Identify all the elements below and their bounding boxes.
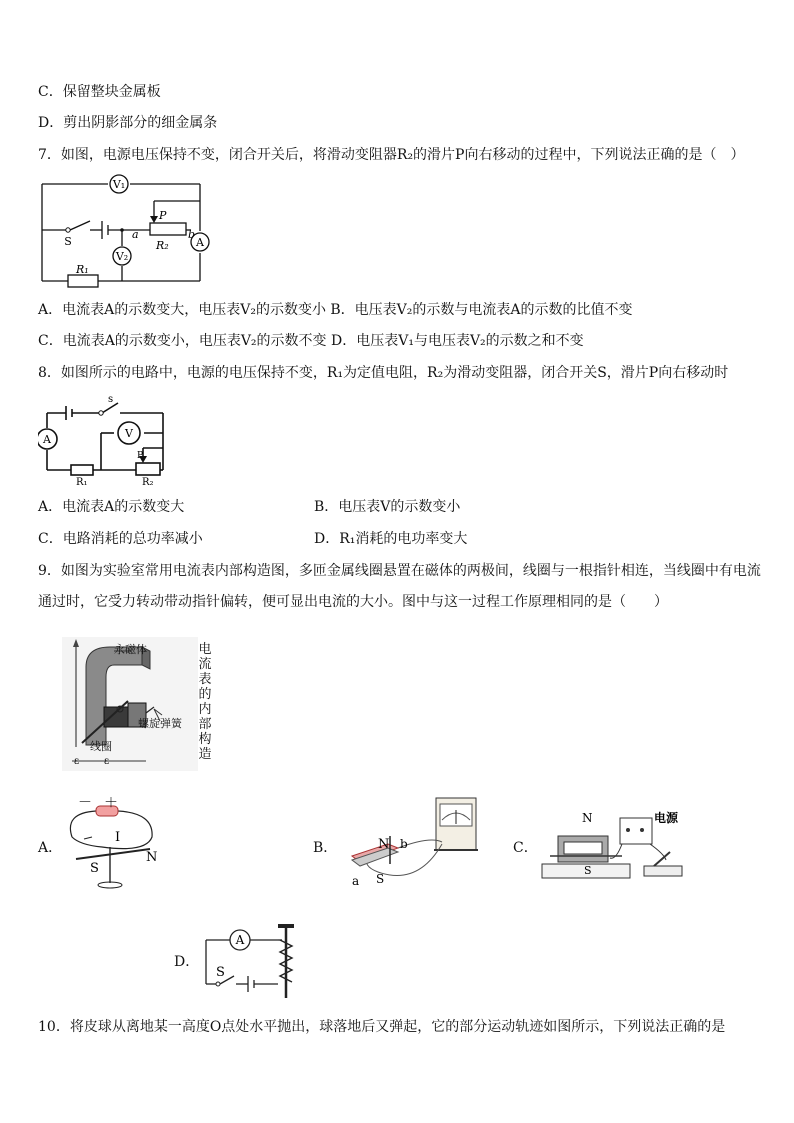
question-8-stem: 8．如图所示的电路中，电源的电压保持不变，R₁为定值电阻，R₂为滑动变阻器，闭合开关S，滑片P向右移动时 bbox=[38, 365, 729, 381]
south-label: S bbox=[90, 861, 99, 876]
q9-option-a-label: A． bbox=[38, 840, 63, 856]
slider-label: P bbox=[137, 451, 144, 461]
ammeter-structure-figure bbox=[62, 637, 198, 771]
switch-label: s bbox=[108, 394, 114, 405]
switch-label: S bbox=[64, 235, 72, 248]
q7-circuit-figure bbox=[38, 173, 218, 288]
q8-option-a: A．电流表A的示数变大 bbox=[38, 499, 185, 515]
svg-text:ε: ε bbox=[74, 756, 80, 767]
north-label: N bbox=[146, 850, 158, 865]
question-9-stem-line1: 9．如图为实验室常用电流表内部构造图，多匝金属线圈悬置在磁体的两极间，线圈与一根指针相连，当线圈中有电流 bbox=[38, 563, 761, 579]
power-supply-label: 电源 bbox=[654, 811, 679, 825]
question-7-stem: 7．如图，电源电压保持不变，闭合开关后，将滑动变阻器R₂的滑片P向右移动的过程中，下列说法正确的是（ ） bbox=[38, 147, 745, 163]
v1-label: V₁ bbox=[112, 178, 126, 191]
r1-label: R₁ bbox=[76, 477, 88, 485]
ammeter-label: A bbox=[43, 433, 51, 446]
q9-option-d-label: D． bbox=[174, 954, 200, 970]
b-point-a-label: a bbox=[352, 874, 360, 888]
question-9-stem-line2: 通过时，它受力转动带动指针偏转，便可显出电流的大小。图中与这一过程工作原理相同的是（ ） bbox=[38, 594, 668, 610]
coil-label: 线圈 bbox=[90, 740, 112, 753]
c-south-label: S bbox=[584, 864, 592, 877]
ammeter-figure-caption: 电 流 表 的 内 部 构 造 bbox=[198, 642, 212, 762]
q8-option-d: D．R₁消耗的电功率变大 bbox=[314, 531, 468, 547]
r1-label: R₁ bbox=[76, 263, 89, 276]
q8-option-c: C．电路消耗的总功率减小 bbox=[38, 531, 203, 547]
magnet-label: 永磁体 bbox=[114, 643, 147, 656]
q9-option-c-figure bbox=[540, 806, 688, 882]
q9-option-b-label: B． bbox=[313, 840, 338, 856]
c-north-label: N bbox=[582, 811, 593, 825]
q9-option-b-figure bbox=[338, 796, 480, 888]
ammeter-label: A bbox=[196, 236, 204, 249]
b-north-label: N bbox=[378, 837, 390, 852]
q9-option-d-figure bbox=[200, 920, 300, 1002]
d-switch-label: S bbox=[216, 965, 225, 980]
slider-label: P bbox=[159, 209, 167, 222]
voltmeter-label: V bbox=[125, 427, 133, 440]
svg-text:ε: ε bbox=[104, 756, 110, 767]
q7-options-ab: A．电流表A的示数变大，电压表V₂的示数变小 B．电压表V₂的示数与电流表A的示数的比值不变 bbox=[38, 302, 633, 318]
q7-options-cd: C．电流表A的示数变小，电压表V₂的示数不变 D．电压表V₁与电压表V₂的示数之和不变 bbox=[38, 333, 584, 349]
minus-label: － bbox=[78, 797, 92, 811]
question-10-stem: 10．将皮球从离地某一高度O点处水平抛出，球落地后又弹起，它的部分运动轨迹如图所示，下列说法正确的是 bbox=[38, 1019, 726, 1035]
r2-label: R₂ bbox=[142, 477, 154, 485]
q9-option-c-label: C． bbox=[513, 840, 538, 856]
b-south-label: S bbox=[376, 872, 385, 886]
q8-circuit-figure bbox=[38, 393, 168, 485]
q9-option-a-figure bbox=[62, 797, 162, 893]
q8-option-b: B．电压表V的示数变小 bbox=[314, 499, 461, 515]
plus-label: ＋ bbox=[104, 797, 118, 811]
point-a-label: a bbox=[132, 228, 139, 241]
current-label: I bbox=[115, 830, 121, 845]
option-c-previous: C．保留整块金属板 bbox=[38, 84, 161, 100]
d-ammeter-label: A bbox=[235, 933, 245, 947]
point-b-label: b bbox=[188, 228, 196, 241]
option-d-previous: D．剪出阴影部分的细金属条 bbox=[38, 115, 218, 131]
b-point-b-label: b bbox=[400, 837, 408, 851]
spring-label: 螺旋弹簧 bbox=[138, 717, 182, 730]
v2-label: V₂ bbox=[115, 250, 129, 263]
r2-label: R₂ bbox=[156, 239, 169, 252]
